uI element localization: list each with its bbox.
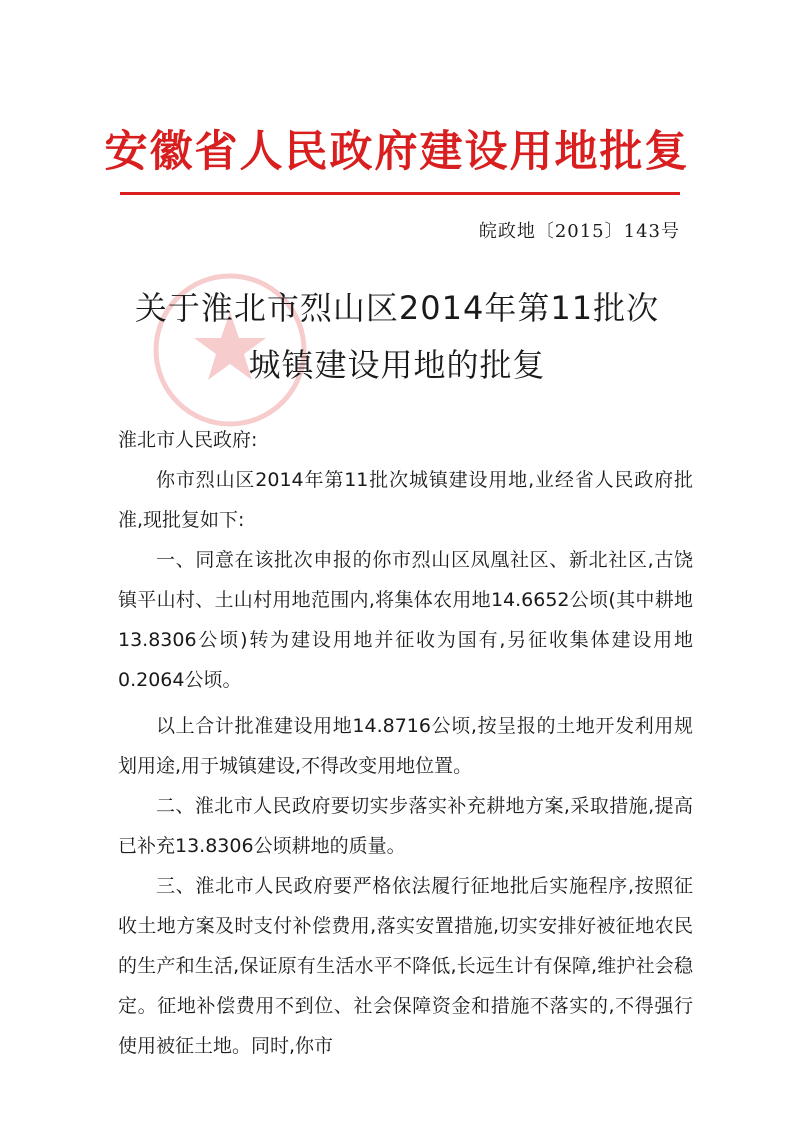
body-paragraph-2: 一、同意在该批次申报的你市烈山区凤凰社区、新北社区,古饶镇平山村、土山村用地范围内,将集体农用地14.6652公顷(其中耕地13.8306公顷)转为建设用地并征收为国有,另征收集体建设用地0.2064公顷。 [118,549,693,691]
header-red-rule [120,192,680,195]
body-paragraph-3: 以上合计批准建设用地14.8716公顷,按呈报的土地开发利用规划用途,用于城镇建设,不得改变用地位置。 [118,715,693,777]
document-number: 皖政地〔2015〕143号 [478,221,680,242]
issuer-header-title: 安徽省人民政府建设用地批复 [104,127,690,177]
body-paragraph-4: 二、淮北市人民政府要切实步落实补充耕地方案,采取措施,提高已补充13.8306公顷耕地的质量。 [118,795,693,857]
salutation: 淮北市人民政府: [118,429,258,451]
body-paragraph-5: 三、淮北市人民政府要严格依法履行征地批后实施程序,按照征收土地方案及时支付补偿费用,落实安置措施,切实安排好被征地农民的生产和生活,保证原有生活水平不降低,长远生计有保障,维护社会稳定。征地补偿费用不到位、社会保障资金和措施不落实的,不得强行使用被征土地。同时,你市 [118,875,693,1057]
document-body [118,420,693,1066]
document-title-line-1: 关于淮北市烈山区2014年第11批次 [134,289,660,327]
body-paragraph-1: 你市烈山区2014年第11批次城镇建设用地,业经省人民政府批准,现批复如下: [118,469,693,531]
document-title-line-2: 城镇建设用地的批复 [248,346,546,384]
